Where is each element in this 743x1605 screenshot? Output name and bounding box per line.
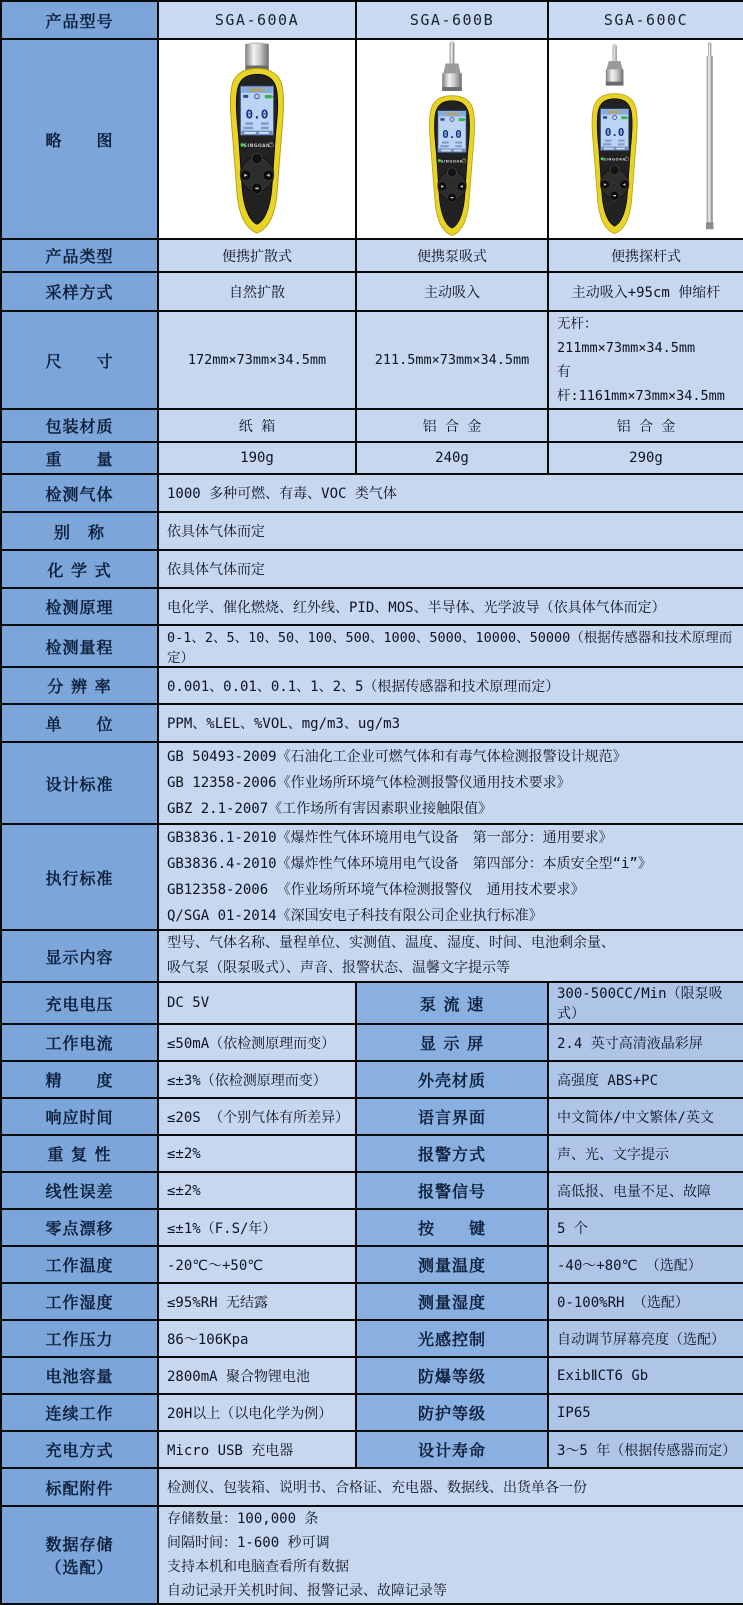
value-protection-grade: IP65 <box>548 1394 743 1431</box>
table-row <box>1 1506 743 1604</box>
data-storage-line: 间隔时间：1-600 秒可调 <box>167 1535 330 1551</box>
value-charge-voltage: DC 5V <box>158 982 356 1024</box>
label-pump-flow: 泵 流 速 <box>356 982 548 1024</box>
table-row <box>1 1357 743 1394</box>
value-sampling-b: 主动吸入 <box>356 272 548 311</box>
value-weight-c: 290g <box>548 442 743 474</box>
label-design-life: 设计寿命 <box>356 1431 548 1468</box>
table-row <box>1 409 743 442</box>
label-measure-temperature: 测量温度 <box>356 1246 548 1283</box>
label-display-content: 显示内容 <box>1 930 158 982</box>
value-display-screen: 2.4 英寸高清液晶彩屏 <box>548 1024 743 1061</box>
table-row <box>1 1135 743 1172</box>
table-row <box>1 512 743 550</box>
value-pump-flow: 300-500CC/Min（限泵吸式） <box>548 982 743 1024</box>
label-unit: 单 位 <box>1 704 158 742</box>
value-type-a: 便携扩散式 <box>158 239 356 272</box>
model-name-sga600a: SGA-600A <box>158 1 356 39</box>
table-row <box>1 1394 743 1431</box>
data-storage-line: 自动记录开关机时间、报警记录、故障记录等 <box>167 1583 447 1599</box>
table-row <box>1 667 743 704</box>
value-accuracy: ≤±3%（依检测原理而变） <box>158 1061 356 1098</box>
label-light-sensor-control: 光感控制 <box>356 1320 548 1357</box>
value-response-time: ≤20S （个别气体有所差异） <box>158 1098 356 1135</box>
label-charge-method: 充电方式 <box>1 1431 158 1468</box>
label-linearity-error: 线性误差 <box>1 1172 158 1209</box>
table-row <box>1 742 743 824</box>
value-alarm-signal: 高低报、电量不足、故障 <box>548 1172 743 1209</box>
label-working-pressure: 工作压力 <box>1 1320 158 1357</box>
value-continuous-working: 20H以上（以电化学为例） <box>158 1394 356 1431</box>
value-size-b: 211.5mm×73mm×34.5mm <box>356 311 548 409</box>
value-working-current: ≤50mA（依检测原理而变） <box>158 1024 356 1061</box>
value-packing-a: 纸 箱 <box>158 409 356 442</box>
label-battery-capacity: 电池容量 <box>1 1357 158 1394</box>
data-storage-label-line1: 数据存储 <box>45 1535 114 1554</box>
table-row <box>1 311 743 409</box>
value-type-c: 便携探杆式 <box>548 239 743 272</box>
value-display-content <box>158 930 743 982</box>
value-repeatability: ≤±2% <box>158 1135 356 1172</box>
value-sampling-a: 自然扩散 <box>158 272 356 311</box>
value-sampling-c: 主动吸入+95cm 伸缩杆 <box>548 272 743 311</box>
table-row <box>1 982 743 1024</box>
product-image-sga600c <box>548 39 743 239</box>
value-working-pressure: 86～106Kpa <box>158 1320 356 1357</box>
value-linearity-error: ≤±2% <box>158 1172 356 1209</box>
value-buttons: 5 个 <box>548 1209 743 1246</box>
value-charge-method: Micro USB 充电器 <box>158 1431 356 1468</box>
model-name-sga600b: SGA-600B <box>356 1 548 39</box>
label-standard-accessories: 标配附件 <box>1 1468 158 1506</box>
model-name-sga600c: SGA-600C <box>548 1 743 39</box>
table-row <box>1 1172 743 1209</box>
value-type-b: 便携泵吸式 <box>356 239 548 272</box>
pump-probe <box>613 46 617 62</box>
value-shell-material: 高强度 ABS+PC <box>548 1061 743 1098</box>
label-product-type: 产品类型 <box>1 239 158 272</box>
label-dimensions: 尺 寸 <box>1 311 158 409</box>
data-storage-line: 存储数量：100,000 条 <box>167 1511 319 1527</box>
gas-detector-illustration-c <box>551 41 741 237</box>
value-language: 中文简体/中文繁体/英文 <box>548 1098 743 1135</box>
value-packing-b: 铝 合 金 <box>356 409 548 442</box>
label-response-time: 响应时间 <box>1 1098 158 1135</box>
table-row <box>1 1431 743 1468</box>
label-execution-standard: 执行标准 <box>1 824 158 930</box>
execution-standard-line: GB3836.1-2010《爆炸性气体环境用电气设备 第一部分：通用要求》 <box>167 830 613 846</box>
label-chemical-formula: 化 学 式 <box>1 550 158 588</box>
design-standard-line: GB 50493-2009《石油化工企业可燃气体和有毒气体检测报警设计规范》 <box>167 749 627 765</box>
label-sampling-method: 采样方式 <box>1 272 158 311</box>
label-language: 语言界面 <box>356 1098 548 1135</box>
table-row <box>1 442 743 474</box>
value-working-temperature: -20℃～+50℃ <box>158 1246 356 1283</box>
label-measure-humidity: 测量湿度 <box>356 1283 548 1320</box>
pump-probe <box>450 43 455 65</box>
execution-standard-line: GB3836.4-2010《爆炸性气体环境用电气设备 第四部分：本质安全型“i”》 <box>167 856 652 872</box>
product-image-sga600a <box>158 39 356 239</box>
display-content-line: 型号、气体名称、量程单位、实测值、温度、湿度、时间、电池剩余量、 <box>167 935 615 951</box>
table-row <box>1 588 743 625</box>
value-size-c <box>548 311 743 409</box>
table-row <box>1 1320 743 1357</box>
sensor-cap <box>245 44 269 67</box>
value-weight-a: 190g <box>158 442 356 474</box>
label-alias: 别 称 <box>1 512 158 550</box>
label-design-standard: 设计标准 <box>1 742 158 824</box>
table-row <box>1 1024 743 1061</box>
size-c-with-rod: 有杆:1161mm×73mm×34.5mm <box>557 364 725 404</box>
label-buttons: 按 键 <box>356 1209 548 1246</box>
value-unit: PPM、%LEL、%VOL、mg/m3、ug/m3 <box>158 704 743 742</box>
label-alarm-signal: 报警信号 <box>356 1172 548 1209</box>
value-data-storage <box>158 1506 743 1604</box>
label-detection-range: 检测量程 <box>1 625 158 667</box>
value-battery-capacity: 2800mA 聚合物锂电池 <box>158 1357 356 1394</box>
value-chemical-formula: 依具体气体而定 <box>158 550 743 588</box>
table-row <box>1 704 743 742</box>
label-zero-drift: 零点漂移 <box>1 1209 158 1246</box>
value-working-humidity: ≤95%RH 无结露 <box>158 1283 356 1320</box>
value-alarm-mode: 声、光、文字提示 <box>548 1135 743 1172</box>
label-shell-material: 外壳材质 <box>356 1061 548 1098</box>
value-measure-humidity: 0-100%RH （选配） <box>548 1283 743 1320</box>
label-detection-principle: 检测原理 <box>1 588 158 625</box>
label-resolution: 分 辨 率 <box>1 667 158 704</box>
value-execution-standard <box>158 824 743 930</box>
table-row <box>1 474 743 512</box>
table-row <box>1 272 743 311</box>
value-resolution: 0.001、0.01、0.1、1、2、5（根据传感器和技术原理而定） <box>158 667 743 704</box>
label-repeatability: 重 复 性 <box>1 1135 158 1172</box>
label-protection-grade: 防护等级 <box>356 1394 548 1431</box>
data-storage-label-line2: （选配） <box>45 1558 114 1577</box>
table-row <box>1 625 743 667</box>
table-row <box>1 1 743 39</box>
value-detection-range: 0-1、2、5、10、50、100、500、1000、5000、10000、50000（根据传感器和技术原理而定） <box>158 625 743 667</box>
value-packing-c: 铝 合 金 <box>548 409 743 442</box>
table-row <box>1 1209 743 1246</box>
gas-detector-illustration-a <box>187 41 327 237</box>
value-detected-gas: 1000 多种可燃、有毒、VOC 类气体 <box>158 474 743 512</box>
table-row <box>1 239 743 272</box>
label-data-storage <box>1 1506 158 1604</box>
value-size-a: 172mm×73mm×34.5mm <box>158 311 356 409</box>
data-storage-line: 支持本机和电脑查看所有数据 <box>167 1559 349 1575</box>
display-content-line: 吸气泵（限泵吸式）、声音、报警状态、温馨文字提示等 <box>167 960 510 976</box>
label-detected-gas: 检测气体 <box>1 474 158 512</box>
table-row <box>1 1246 743 1283</box>
table-row <box>1 1283 743 1320</box>
product-image-sga600b <box>356 39 548 239</box>
value-alias: 依具体气体而定 <box>158 512 743 550</box>
table-row <box>1 930 743 982</box>
table-row <box>1 1468 743 1506</box>
value-standard-accessories: 检测仪、包装箱、说明书、合格证、充电器、数据线、出货单各一份 <box>158 1468 743 1506</box>
label-alarm-mode: 报警方式 <box>356 1135 548 1172</box>
label-working-current: 工作电流 <box>1 1024 158 1061</box>
label-explosion-proof-grade: 防爆等级 <box>356 1357 548 1394</box>
execution-standard-line: GB12358-2006 《作业场所环境气体检测报警仪 通用技术要求》 <box>167 882 585 898</box>
label-weight: 重 量 <box>1 442 158 474</box>
value-measure-temperature: -40～+80℃ （选配） <box>548 1246 743 1283</box>
value-design-life: 3～5 年（根据传感器而定） <box>548 1431 743 1468</box>
value-zero-drift: ≤±1%（F.S/年） <box>158 1209 356 1246</box>
label-working-temperature: 工作温度 <box>1 1246 158 1283</box>
design-standard-line: GB 12358-2006《作业场所环境气体检测报警仪通用技术要求》 <box>167 775 571 791</box>
value-explosion-proof-grade: ExibⅡCT6 Gb <box>548 1357 743 1394</box>
value-light-sensor-control: 自动调节屏幕亮度（选配） <box>548 1320 743 1357</box>
telescopic-rod <box>707 56 713 225</box>
table-row <box>1 824 743 930</box>
label-packing-material: 包装材质 <box>1 409 158 442</box>
label-continuous-working: 连续工作 <box>1 1394 158 1431</box>
table-row <box>1 39 743 239</box>
design-standard-line: GBZ 2.1-2007《工作场所有害因素职业接触限值》 <box>167 801 493 817</box>
execution-standard-line: Q/SGA 01-2014《深国安电子科技有限公司企业执行标准》 <box>167 908 543 924</box>
table-row <box>1 1061 743 1098</box>
label-charge-voltage: 充电电压 <box>1 982 158 1024</box>
label-accuracy: 精 度 <box>1 1061 158 1098</box>
value-weight-b: 240g <box>356 442 548 474</box>
value-design-standard <box>158 742 743 824</box>
sketch-label: 略 图 <box>1 39 158 239</box>
label-display-screen: 显 示 屏 <box>356 1024 548 1061</box>
value-detection-principle: 电化学、催化燃烧、红外线、PID、MOS、半导体、光学波导（依具体气体而定） <box>158 588 743 625</box>
table-row <box>1 1098 743 1135</box>
label-working-humidity: 工作湿度 <box>1 1283 158 1320</box>
header-product-model-label: 产品型号 <box>1 1 158 39</box>
size-c-without-rod: 无杆：211mm×73mm×34.5mm <box>557 316 696 356</box>
gas-detector-illustration-b <box>382 41 522 237</box>
table-row <box>1 550 743 588</box>
